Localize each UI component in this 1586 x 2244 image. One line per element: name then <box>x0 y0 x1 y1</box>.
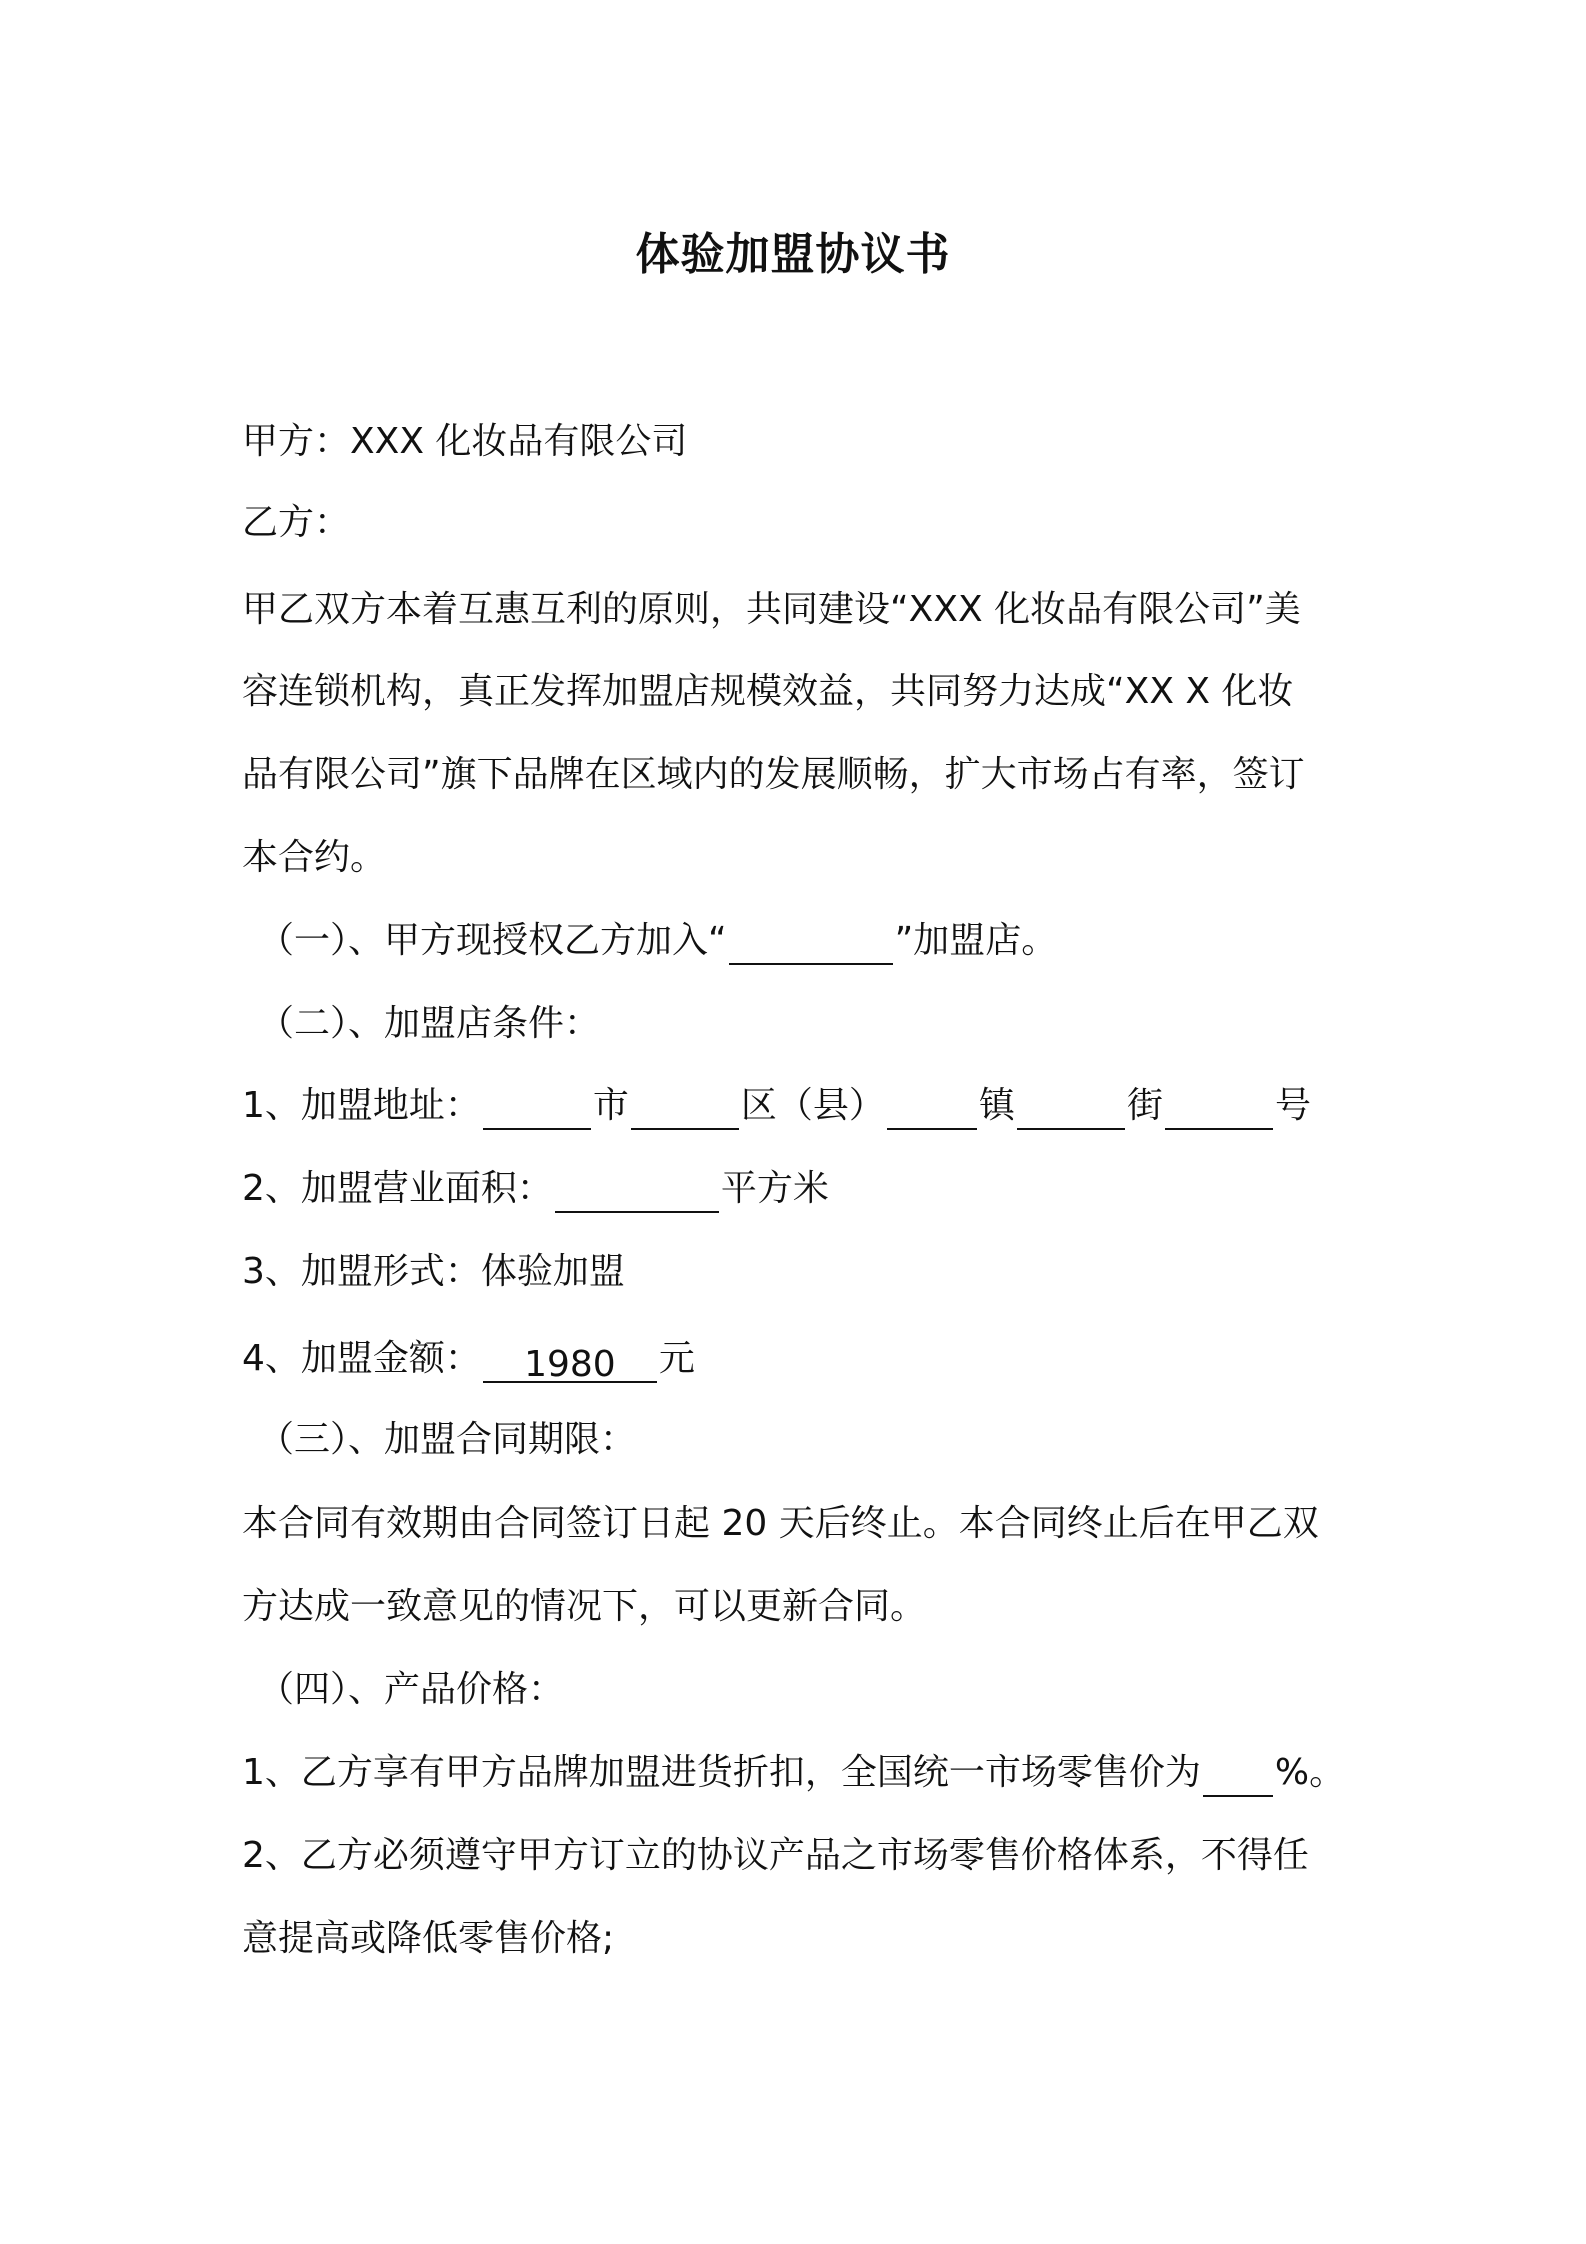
town-blank[interactable] <box>887 1088 977 1130</box>
address-label: 1、加盟地址： <box>242 1085 481 1126</box>
section-4-item-2-line-1: 2、乙方必须遵守甲方订立的协议产品之市场零售价格体系，不得任 <box>242 1835 1309 1876</box>
section-1-text-after: ”加盟店。 <box>894 920 1058 961</box>
area-unit: 平方米 <box>720 1168 829 1209</box>
amount-line <box>242 1335 695 1383</box>
price-percent-blank[interactable] <box>1203 1755 1273 1797</box>
amount-label: 4、加盟金额： <box>242 1338 481 1379</box>
area-blank[interactable] <box>555 1171 719 1213</box>
party-b-line: 乙方： <box>242 502 351 543</box>
section-1-line <box>258 917 1057 965</box>
intro-line-4: 本合约。 <box>242 837 387 878</box>
district-label: 区（县） <box>740 1085 885 1126</box>
section-3-heading: （三）、加盟合同期限： <box>258 1419 637 1460</box>
area-line <box>242 1165 829 1213</box>
number-blank[interactable] <box>1165 1088 1273 1130</box>
section-3-line-2: 方达成一致意见的情况下，可以更新合同。 <box>242 1586 927 1627</box>
amount-unit: 元 <box>658 1338 695 1379</box>
street-label: 街 <box>1126 1085 1163 1126</box>
document-title: 体验加盟协议书 <box>635 229 951 280</box>
section-4-heading: （四）、产品价格： <box>258 1669 565 1710</box>
address-line <box>242 1082 1311 1130</box>
form-line: 3、加盟形式：体验加盟 <box>242 1251 625 1292</box>
intro-line-1: 甲乙双方本着互惠互利的原则，共同建设“XXX 化妆品有限公司”美 <box>242 589 1301 630</box>
section-4-item-1 <box>242 1749 1345 1797</box>
intro-line-3: 品有限公司”旗下品牌在区域内的发展顺畅，扩大市场占有率，签订 <box>242 754 1305 795</box>
section-3-line-1: 本合同有效期由合同签订日起 20 天后终止。本合同终止后在甲乙双 <box>242 1503 1319 1544</box>
city-label: 市 <box>592 1085 629 1126</box>
store-name-blank[interactable] <box>729 923 893 965</box>
section-1-text-before: （一）、甲方现授权乙方加入“ <box>258 920 727 961</box>
number-label: 号 <box>1274 1085 1311 1126</box>
intro-line-2: 容连锁机构，真正发挥加盟店规模效益，共同努力达成“XX X 化妆 <box>242 671 1294 712</box>
amount-value[interactable]: 1980 <box>483 1341 657 1383</box>
section-4-item-1-suffix: %。 <box>1274 1752 1346 1793</box>
party-a-line: 甲方：XXX 化妆品有限公司 <box>242 421 688 462</box>
city-blank[interactable] <box>483 1088 591 1130</box>
town-label: 镇 <box>978 1085 1015 1126</box>
area-label: 2、加盟营业面积： <box>242 1168 553 1209</box>
section-4-item-1-text: 1、乙方享有甲方品牌加盟进货折扣，全国统一市场零售价为 <box>242 1752 1201 1793</box>
section-2-heading: （二）、加盟店条件： <box>258 1003 601 1044</box>
district-blank[interactable] <box>631 1088 739 1130</box>
street-blank[interactable] <box>1017 1088 1125 1130</box>
section-4-item-2-line-2: 意提高或降低零售价格; <box>242 1918 615 1959</box>
